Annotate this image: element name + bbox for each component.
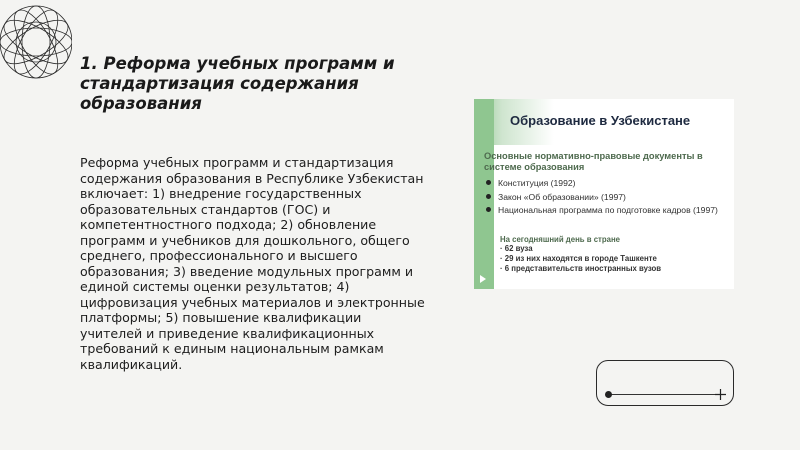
list-item: Конституция (1992)	[484, 178, 729, 189]
slide-subtitle: Основные нормативно-правовые документы в системе образования	[484, 151, 703, 172]
slide-note: На сегодняшний день в стране	[500, 235, 620, 244]
spirograph-circle-icon	[0, 0, 72, 84]
timeline-box	[596, 360, 734, 406]
page-title: 1. Реформа учебных программ и стандартизация содержания образования	[80, 54, 395, 113]
timeline-start-dot	[605, 391, 612, 398]
slide-document-list	[484, 178, 729, 219]
slide-stats-list	[500, 244, 661, 274]
bullet-icon	[486, 180, 491, 185]
bullet-icon	[486, 207, 491, 212]
list-item: · 62 вуза	[500, 244, 533, 253]
list-item: · 29 из них находятся в городе Ташкенте	[500, 254, 657, 263]
timeline-line	[608, 394, 720, 395]
body-paragraph: Реформа учебных программ и стандартизация содержания образования в Республике Узбекистан включает: 1) внедрение государственных образовательных стандартов (ГОС) и компетентностного подхода; 2) обновление программ и учебников для дошкольного, общего среднего, профессионального и высшего образования; 3) введение модульных программ и единой системы оценки результатов; 4) цифровизация учебных материалов и электронные платформы; 5) повышение квалификации учителей и приведение квалификационных требований к единым национальным рамкам квалификаций.	[80, 155, 425, 372]
list-item: Закон «Об образовании» (1997)	[484, 192, 729, 203]
slide-title: Образование в Узбекистане	[510, 113, 691, 128]
plus-icon	[715, 389, 726, 400]
arrow-right-icon	[480, 275, 486, 283]
list-item: · 6 представительств иностранных вузов	[500, 264, 662, 273]
list-item: Национальная программа по подготовке кадров (1997)	[484, 205, 729, 216]
bullet-icon	[486, 194, 491, 199]
slide-image	[474, 99, 734, 289]
